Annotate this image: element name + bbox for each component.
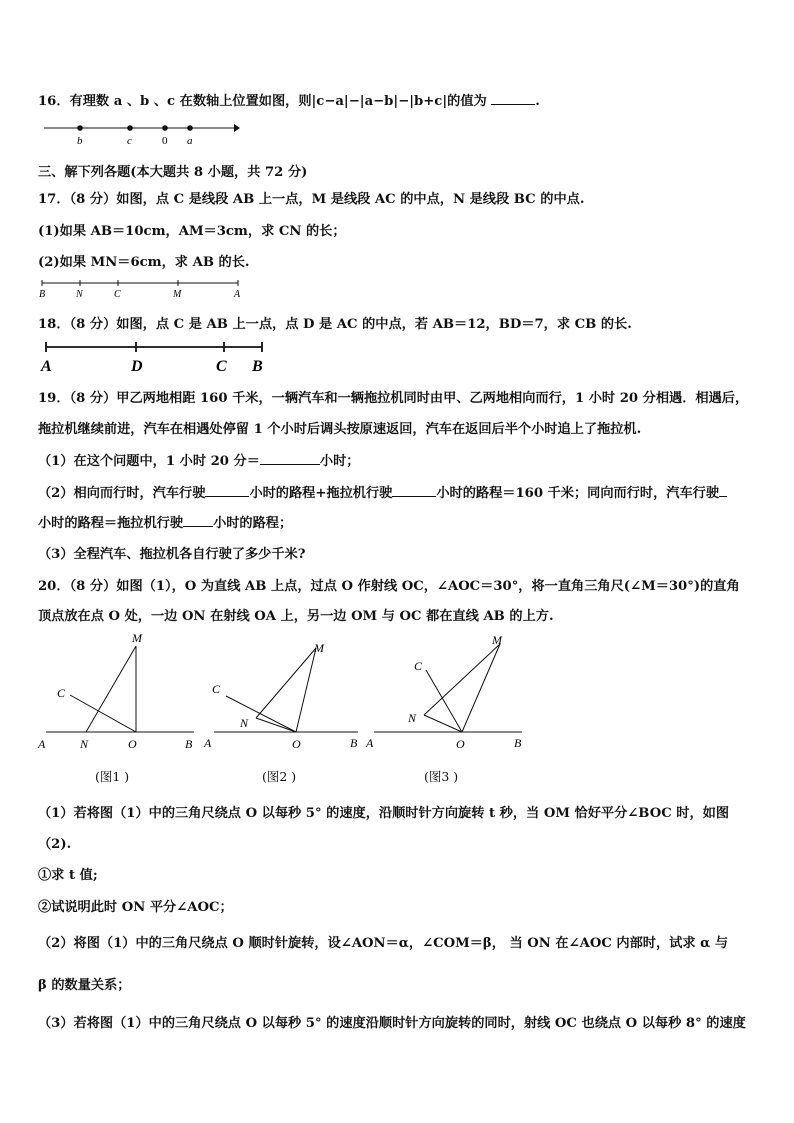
fig3-label-o: O: [456, 737, 465, 751]
q19-line5: [38, 512, 292, 531]
q19-p1-tail: 小时；: [319, 454, 360, 469]
q20-p2-line2: β 的数量关系；: [38, 978, 131, 993]
fig1-label-a: A: [38, 737, 46, 751]
q19-p2-text-a: （2）相向而行时，汽车行驶: [38, 486, 206, 501]
fig3-label-n: N: [408, 711, 417, 725]
q20-p3-line1: （3）若将图（1）中的三角尺绕点 O 以每秒 5° 的速度沿顺时针方向旋转的同时，射线 OC 也绕点 O 以每秒 8° 的速度: [38, 1016, 746, 1031]
q19-p1-text: （1）在这个问题中，1 小时 20 分＝: [38, 454, 260, 469]
q17-line3: (2)如果 MN＝6cm，求 AB 的长.: [38, 255, 250, 270]
label-a: a: [187, 135, 193, 147]
q20-p1-line2: （2).: [38, 837, 72, 852]
q19-p2-text-c: 小时的路程＝160 千米；同向而行时，汽车行驶: [436, 486, 720, 501]
fig3-caption: (图3 ): [424, 769, 459, 784]
q19-blank-2[interactable]: [205, 484, 249, 497]
fig2-label-n: N: [240, 716, 249, 730]
q17-segment-figure: [38, 276, 248, 302]
q19-line3: [38, 450, 359, 469]
q20-p1-line1: （1）若将图（1）中的三角尺绕点 O 以每秒 5° 的速度，沿顺时针方向旋转 t 秒，当 OM 恰好平分∠BOC 时，如图: [38, 806, 730, 821]
q17-line1: 17．（8 分）如图，点 C 是线段 AB 上一点，M 是线段 AC 的中点，N 是线段 BC 的中点.: [38, 192, 585, 207]
q19-line6: （3）全程汽车、拖拉机各自行驶了多少千米?: [38, 547, 306, 562]
fig2-label-a: A: [204, 736, 212, 750]
q19-line2: 拖拉机继续前进，汽车在相遇处停留 1 个小时后调头按原速返回，汽车在返回后半个小时追上了拖拉机.: [38, 422, 642, 437]
fig1-caption: (图1 ): [95, 769, 130, 784]
q16-line1: 16．有理数 a 、b 、c 在数轴上位置如图，则|c−a|−|a−b|−|b+c|的值为: [38, 94, 487, 109]
q19-blank-5[interactable]: [183, 514, 213, 527]
label-0: 0: [162, 135, 168, 147]
fig2-label-o: O: [292, 737, 301, 751]
seg-label-b: B: [39, 289, 46, 300]
seg18-label-d: D: [131, 358, 143, 375]
fig3-label-m: M: [492, 633, 502, 647]
seg18-label-b: B: [252, 358, 263, 375]
q20-line1: 20．（8 分）如图（1），O 为直线 AB 上点，过点 O 作射线 OC，∠AOC＝30°，将一直角三角尺(∠M＝30°)的直角: [38, 579, 740, 594]
q19-blank-1[interactable]: [260, 452, 320, 465]
seg18-label-c: C: [216, 358, 227, 375]
point-b: [77, 125, 83, 131]
q18-segment-figure: [40, 338, 270, 374]
seg-label-n: N: [76, 289, 83, 300]
seg-label-m: M: [173, 289, 182, 300]
label-c: c: [127, 135, 132, 147]
q19-line4: [38, 482, 727, 501]
fig2-label-b: B: [350, 736, 358, 750]
q20-p1-line4: ②试说明此时 ON 平分∠AOC；: [38, 900, 233, 915]
seg-label-a: A: [234, 289, 241, 300]
q19-p2-text-e: 小时的路程；: [213, 516, 293, 531]
q20-figure-2: [206, 630, 366, 755]
fig2-label-m: M: [314, 641, 324, 655]
q16-answer-blank[interactable]: [491, 92, 535, 105]
point-0: [162, 125, 168, 131]
fig2-label-c: C: [212, 682, 221, 696]
label-b: b: [77, 135, 83, 147]
q16-tail: .: [535, 94, 540, 109]
q16-number-line: [40, 118, 250, 150]
fig3-label-b: B: [514, 736, 522, 750]
q19-p2-text-b: 小时的路程+拖拉机行驶: [249, 486, 393, 501]
q17-line2: (1)如果 AB＝10cm，AM＝3cm，求 CN 的长；: [38, 224, 346, 239]
q20-figure-1: [36, 630, 206, 755]
point-c: [127, 125, 133, 131]
fig3-label-c: C: [414, 659, 423, 673]
q19-p2-text-d: 小时的路程＝拖拉机行驶: [38, 516, 184, 531]
q20-line2: 顶点放在点 O 处，一边 ON 在射线 OA 上，另一边 OM 与 OC 都在直线 AB 的上方.: [38, 609, 554, 624]
fig3-label-a: A: [366, 736, 374, 750]
seg-label-c: C: [114, 289, 121, 300]
section-title: 三、解下列各题(本大题共 8 小题，共 72 分): [38, 165, 308, 180]
fig1-label-o: O: [128, 737, 137, 751]
fig1-label-c: C: [57, 686, 66, 700]
seg18-label-a: A: [41, 358, 52, 375]
fig2-caption: (图2 ): [262, 769, 297, 784]
q16-text: [38, 90, 540, 109]
q19-line1: 19．（8 分）甲乙两地相距 160 千米，一辆汽车和一辆拖拉机同时由甲、乙两地相向而行，1 小时 20 分相遇．相遇后，: [38, 391, 749, 406]
fig1-label-b: B: [185, 737, 193, 751]
q20-figure-3: [366, 630, 531, 755]
q20-p1-line3: ①求 t 值;: [38, 868, 98, 883]
point-a: [187, 125, 193, 131]
q18-line1: 18．（8 分）如图，点 C 是 AB 上一点，点 D 是 AC 的中点，若 AB＝12，BD＝7，求 CB 的长.: [38, 317, 632, 332]
q19-blank-3[interactable]: [392, 484, 436, 497]
fig1-label-n: N: [80, 737, 89, 751]
q19-blank-4[interactable]: [719, 484, 727, 497]
q20-p2-line1: （2）将图（1）中的三角尺绕点 O 顺时针旋转，设∠AON＝α，∠COM＝β， 当 ON 在∠AOC 内部时，试求 α 与: [38, 936, 729, 951]
fig1-label-m: M: [132, 631, 142, 645]
